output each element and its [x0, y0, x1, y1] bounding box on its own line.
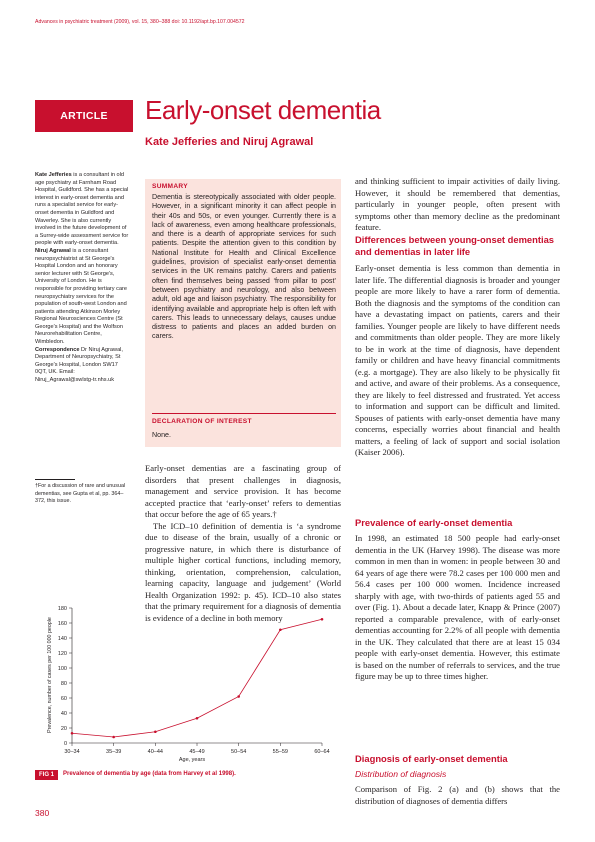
x-axis-label: Age, years	[178, 757, 206, 762]
author-bios-sidebar	[35, 172, 129, 385]
summary-divider	[152, 413, 336, 414]
y-axis-label: Prevalence, number of cases per 100 000 people	[47, 617, 53, 733]
correspondence	[35, 347, 129, 385]
x-tick-label: 60–64	[314, 749, 330, 755]
data-point	[237, 695, 240, 698]
running-head: Advances in psychiatric treatment (2009), vol. 15, 380–388 doi: 10.1192/apt.bp.107.004572	[35, 19, 245, 25]
figure-1-line-chart	[28, 600, 338, 762]
correspondence-text: Dr Niruj Agrawal, Department of Neuropsychiatry, St George's Hospital, London SW17 0QT, UK. Email: Niruj_Agrawal@swlstg-tr.nhs.uk	[35, 346, 123, 384]
data-point	[196, 717, 199, 720]
data-point	[112, 736, 115, 739]
x-tick-label: 40–44	[147, 749, 163, 755]
body-paragraph: Comparison of Fig. 2 (a) and (b) shows that the distribution of diagnoses of dementia differs	[355, 784, 560, 806]
bio-kate-jefferies	[35, 172, 129, 248]
y-tick-label: 180	[57, 606, 67, 612]
x-tick-label: 45–49	[189, 749, 205, 755]
y-tick-label: 40	[60, 711, 67, 717]
x-tick-label: 55–59	[272, 749, 288, 755]
body-paragraph: The ICD–10 definition of dementia is ‘a syndrome due to disease of the brain, usually of a chronic or progressive nature, in which there is disturbance of multiple higher cortical functions, including memory, thinking, orientation, comprehension, calculation, learning capacity, language and judgement’ (World Health Organization 1992: p. 45). ICD–10 also states that the primary requirement for a diagnosis of dementia is evidence of a decline in both memory	[145, 520, 341, 623]
bio-name: Kate Jefferies	[35, 172, 72, 178]
data-point	[279, 628, 282, 631]
x-tick-label: 50–54	[231, 749, 247, 755]
x-tick-label: 30–34	[64, 749, 80, 755]
data-point	[154, 730, 157, 733]
article-authors: Kate Jefferies and Niruj Agrawal	[145, 136, 314, 148]
declaration-heading: DECLARATION OF INTEREST	[152, 418, 252, 425]
subsection-heading-distribution: Distribution of diagnosis	[355, 769, 447, 779]
y-tick-label: 0	[63, 741, 67, 747]
section-heading-differences: Differences between young-onset dementias and dementias in later life	[355, 234, 555, 257]
x-tick-label: 35–39	[106, 749, 122, 755]
y-tick-label: 100	[57, 666, 67, 672]
y-tick-label: 60	[60, 696, 67, 702]
y-tick-label: 20	[60, 726, 67, 732]
y-tick-label: 160	[57, 621, 67, 627]
section-heading-prevalence: Prevalence of early-onset dementia	[355, 517, 513, 528]
body-paragraph: In 1998, an estimated 18 500 people had early-onset dementia in the UK (Harvey 1998). The disease was more common in men than in women: in people between 30 and 64 years of age there were 78.2 cases per 100 000 men and 56.4 cases per 100 000 women. Incidence increased sharply with age, with two-thirds of patients aged 55 and over (Fig. 1). About a decade later, Knapp & Prince (2007) reported a comparable prevalence, with of early-onset dementias accounting for 2.2% of all people with dementia in the UK. They calculated that there are at least 15 034 people with early-onset dementia. However, this estimate is based on the number of referrals to services, and the true figure may be up to three times higher.	[355, 533, 560, 681]
summary-text: Dementia is stereotypically associated with older people. However, in a significant minority it can affect people in their 40s and 50s, or even younger. Currently there is a lack of awareness, even among healthcare professionals, and there is a dearth of appropriate services for such patients. Despite the attention given to this condition by National Institute for Health and Clinical Excellence guidelines, provision of specialist early-onset dementia services in the UK remains patchy. Carers and patients often find themselves being passed ‘from pillar to post’ between psychiatry and neurology, and also between adult, old age and liaison psychiatry. The responsibility for identifying available and appropriate help is often left with carers. This leads to unnecessary delays, causes undue distress to patients and places an added burden on carers.	[152, 193, 336, 341]
declaration-text: None.	[152, 431, 171, 439]
summary-content	[152, 183, 336, 342]
correspondence-label: Correspondence	[35, 346, 80, 353]
bio-text: is a consultant in old age psychiatry at Farnham Road Hospital, Guildford. She has a special interest in early-onset dementia and runs a specialist service for early-onset dementia in Guildford and Waverley. She is also currently involved in the future development of a Surrey-wide assessment service for people with early-onset dementia.	[35, 172, 129, 247]
footnote-divider	[35, 479, 75, 480]
article-type-badge: ARTICLE	[35, 100, 133, 132]
y-tick-label: 120	[57, 651, 67, 657]
page-number: 380	[35, 808, 50, 818]
figure-caption: Prevalence of dementia by age (data from Harvey et al 1998).	[63, 771, 236, 777]
bio-name: Niruj Agrawal	[35, 247, 71, 254]
data-point	[71, 732, 74, 735]
bio-niruj-agrawal	[35, 248, 129, 347]
y-tick-label: 80	[60, 681, 67, 687]
section-heading-diagnosis: Diagnosis of early-onset dementia	[355, 753, 508, 764]
bio-text: is a consultant neuropsychiatrist at St George's Hospital London and an honorary senior lecturer with St George's, University of London. He is responsible for providing tertiary care neuropsychiatry services for the population of south-west London and patients attending Atkinson Morley Regional Neurosciences Centre (St George's Hospital) and the Wolfson Neurorehabilitation Centre, Wimbledon.	[35, 247, 128, 346]
article-title: Early-onset dementia	[145, 95, 381, 125]
figure-label: FIG 1	[35, 770, 58, 780]
body-paragraph: Early-onset dementias are a fascinating group of disorders that present challenges in diagnosis, management and service provision. It has become accepted practice that ‘early-onset’ refers to dementias that occur before the age of 65 years.†	[145, 463, 341, 519]
summary-heading: SUMMARY	[152, 183, 188, 190]
body-paragraph: and thinking sufficient to impair activities of daily living. However, it should be remembered that dementias, particularly in younger people, often present with symptoms other than memory decline as the predominant feature.	[355, 176, 560, 232]
y-tick-label: 140	[57, 636, 67, 642]
data-point	[321, 618, 324, 621]
body-paragraph: Early-onset dementia is less common than dementia in later life. The differential diagnosis is broader and younger people are more likely to have a rarer form of dementia. Both the diagnosis and the symptoms of the condition can have a devastating impact on patients, carers and their families. Younger people are likely to have different needs and commitments than older people. They are more likely to be in work at the time of diagnosis, have dependent family or children and have heavy financial commitments (e.g. a mortgage). They are also likely to be physically fit and active, and aware of their problems. As a consequence, they are likely to feel distressed and frustrated. Yet access to information and support can be difficult and limited. Spouses of patients with early-onset dementia have many concerns, especially worries about financial and health matters, a feeling of lack of support and social isolation (Kaiser 2006).	[355, 263, 560, 457]
footnote: †For a discussion of rare and unusual dementias, see Gupta et al, pp. 364–372, this issue.	[35, 483, 126, 505]
